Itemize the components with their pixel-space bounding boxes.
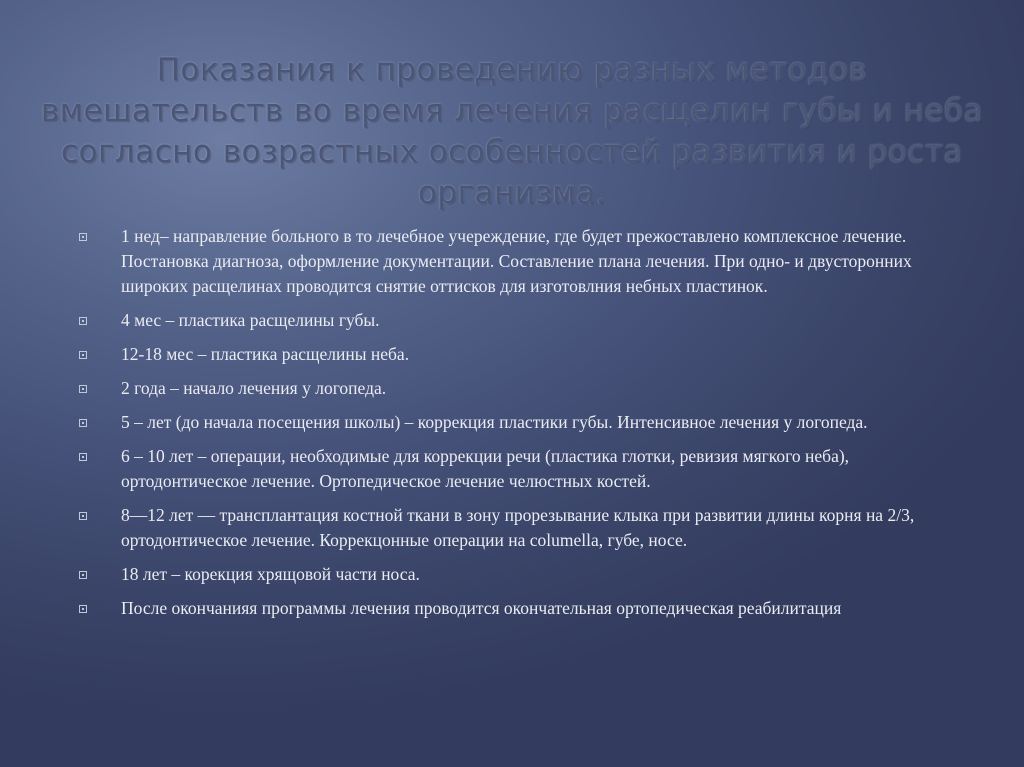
square-bullet-icon bbox=[79, 512, 87, 520]
list-item bbox=[75, 503, 975, 553]
list-item bbox=[75, 562, 975, 587]
list-item-text: 5 – лет (до начала посещения школы) – коррекция пластики губы. Интенсивное лечения у логопеда. bbox=[121, 412, 868, 432]
bullet-list bbox=[75, 224, 975, 630]
list-item-text: 2 года – начало лечения у логопеда. bbox=[121, 378, 387, 398]
list-item-text: 12-18 мес – пластика расщелины неба. bbox=[121, 344, 410, 364]
list-item bbox=[75, 410, 975, 435]
list-item bbox=[75, 308, 975, 333]
list-item-text: 1 нед– направление больного в то лечебное учереждение, где будет прежоставлено комплексное лечение. Постановка диагноза, оформление документации. Составление плана лечения. При одно- и двусторонних широких расщелинах проводится снятие оттисков для изготовлния небных пластинок. bbox=[121, 226, 912, 296]
square-bullet-icon bbox=[79, 605, 87, 613]
list-item bbox=[75, 376, 975, 401]
square-bullet-icon bbox=[79, 317, 87, 325]
square-bullet-icon bbox=[79, 351, 87, 359]
list-item-text: 6 – 10 лет – операции, необходимые для коррекции речи (пластика глотки, ревизия мягкого неба), ортодонтическое лечение. Ортопедическое лечение челюстных костей. bbox=[121, 446, 850, 491]
square-bullet-icon bbox=[79, 453, 87, 461]
list-item-text: 18 лет – корекция хрящовой части носа. bbox=[121, 564, 420, 584]
list-item bbox=[75, 224, 975, 299]
list-item-text: После окончанияя программы лечения проводится окончательная ортопедическая реабилитация bbox=[121, 598, 842, 618]
square-bullet-icon bbox=[79, 571, 87, 579]
slide-title: Показания к проведению разных методов вмешательств во время лечения расщелин губы и неба согласно возрастных особенностей развития и роста организма. bbox=[40, 52, 984, 211]
list-item bbox=[75, 444, 975, 494]
list-item-text: 4 мес – пластика расщелины губы. bbox=[121, 310, 380, 330]
list-item bbox=[75, 596, 975, 621]
square-bullet-icon bbox=[79, 419, 87, 427]
square-bullet-icon bbox=[79, 233, 87, 241]
list-item-text: 8—12 лет — трансплантация костной ткани в зону прорезывание клыка при развитии длины корня на 2/3, ортодонтическое лечение. Коррекцонные операции на columella, губе, носе. bbox=[121, 505, 915, 550]
square-bullet-icon bbox=[79, 385, 87, 393]
list-item bbox=[75, 342, 975, 367]
